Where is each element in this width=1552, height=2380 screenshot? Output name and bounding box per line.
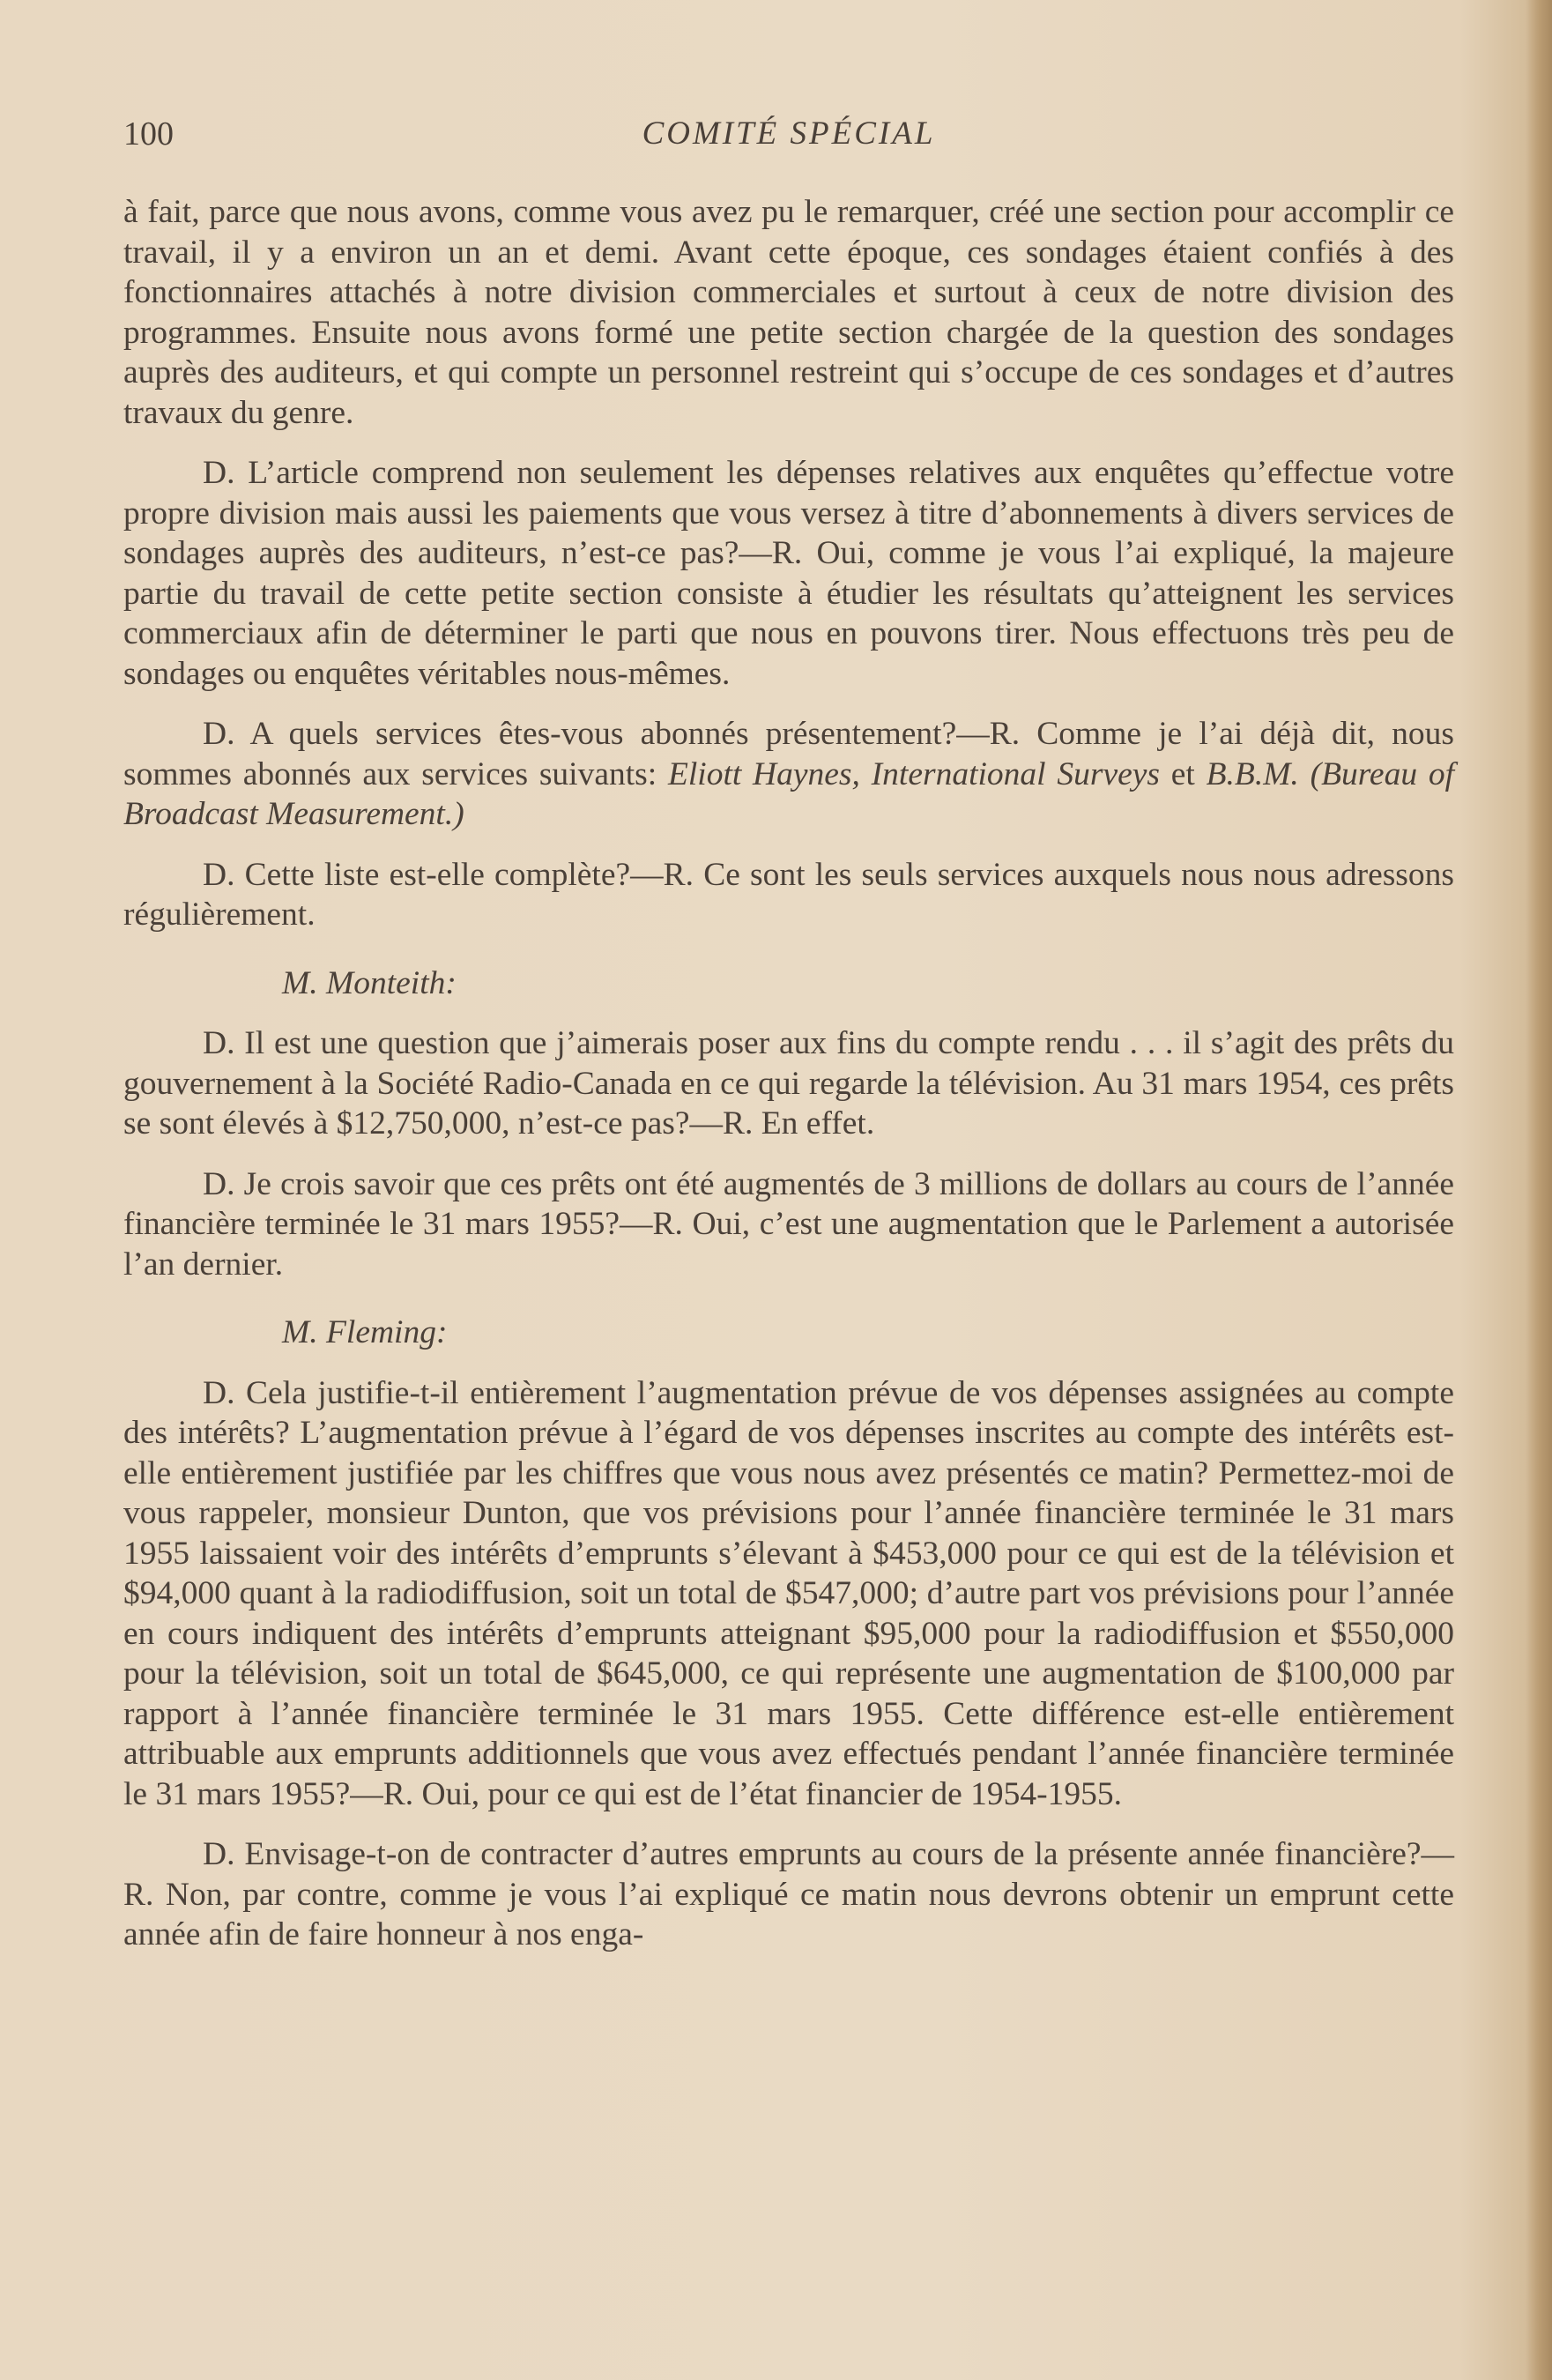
paragraph-5: D. Il est une question que j’aimerais poser aux fins du compte rendu . . . il s’agit des prêts du gouvernement à la Société Radio-Canada en ce qui regarde la télévision. Au 31 mars 1954, ces prêts se sont élevés à $12,750,000, n’est-ce pas?—R. En effet. [123,1025,1454,1142]
paragraph-7: D. Cela justifie-t-il entièrement l’augmentation prévue de vos dépenses assignées au compte des intérêts? L’augmentation prévue à l’égard de vos dépenses inscrites au compte des intérêts est-elle entièrement justifiée par les chiffres que vous nous avez présentés ce matin? Permettez-moi de vous rappeler, monsieur Dunton, que vos prévisions pour l’année financière terminée le 31 mars 1955 laissaient voir des intérêts d’emprunts s’élevant à $453,000 pour ce qui est de la télévision et $94,000 quant à la radiodiffusion, soit un total de $547,000; d’autre part vos prévisions pour l’année en cours indiquent des intérêts d’emprunts atteignant $95,000 pour la radiodiffusion et $550,000 pour la télévision, soit un total de $645,000, ce qui représente une augmentation de $100,000 par rapport à l’année financière terminée le 31 mars 1955. Cette différence est-elle entièrement attribuable aux emprunts additionnels que vous avez effectués pendant l’année financière terminée le 31 mars 1955?—R. Oui, pour ce qui est de l’état financier de 1954-1955. [123,1374,1454,1812]
speaker-monteith: M. Monteith: [282,964,457,1001]
connector-word: et [1170,755,1195,792]
paragraph-4: D. Cette liste est-elle complète?—R. Ce sont les seuls services auxquels nous nous adressons régulièrement. [123,856,1454,933]
page-body [123,192,1454,1955]
paragraph-8: D. Envisage-t-on de contracter d’autres emprunts au cours de la présente année financière?—R. Non, par contre, comme je vous l’ai expliqué ce matin nous devrons obtenir un emprunt cette année afin de faire honneur à nos enga- [123,1836,1454,1952]
page-number: 100 [123,115,174,152]
paragraph-3-text: D. A quels services êtes-vous abonnés présentement?—R. Comme je l’ai déjà dit, nous sommes abonnés aux services suivants: [123,716,1454,792]
paragraph-6: D. Je crois savoir que ces prêts ont été augmentés de 3 millions de dollars au cours de l’année financière terminée le 31 mars 1955?—R. Oui, c’est une augmentation que le Parlement a autorisée l’an dernier. [123,1165,1454,1283]
paragraph-3 [123,714,1454,835]
service-names-italic: Eliott Haynes, International Surveys [667,755,1160,792]
page-header [123,115,1454,167]
page-edge-shadow [1526,0,1552,2380]
paragraph-2: D. L’article comprend non seulement les dépenses relatives aux enquêtes qu’effectue votre propre division mais aussi les paiements que vous versez à titre d’abonnements à divers services de sondages auprès des auditeurs, n’est-ce pas?—R. Oui, comme je vous l’ai expliqué, la majeure partie du travail de cette petite section consiste à étudier les résultats qu’atteignent les services commerciaux afin de déterminer le parti que nous en pouvons tirer. Nous effectuons très peu de sondages ou enquêtes véritables nous-mêmes. [123,455,1454,692]
paragraph-1: à fait, parce que nous avons, comme vous avez pu le remarquer, créé une section pour accomplir ce travail, il y a environ un an et demi. Avant cette époque, ces sondages étaient confiés à des fonctionnaires attachés à notre division commerciales et surtout à ceux de notre division des programmes. Ensuite nous avons formé une petite section chargée de la question des sondages auprès des auditeurs, et qui compte un personnel restreint qui s’occupe de ces sondages et d’autres travaux du genre. [123,194,1454,431]
speaker-fleming: M. Fleming: [282,1314,448,1350]
running-head: COMITÉ SPÉCIAL [642,115,936,152]
bbm-italic: B.B.M. (Bureau of Broadcast Measurement.) [123,755,1455,832]
